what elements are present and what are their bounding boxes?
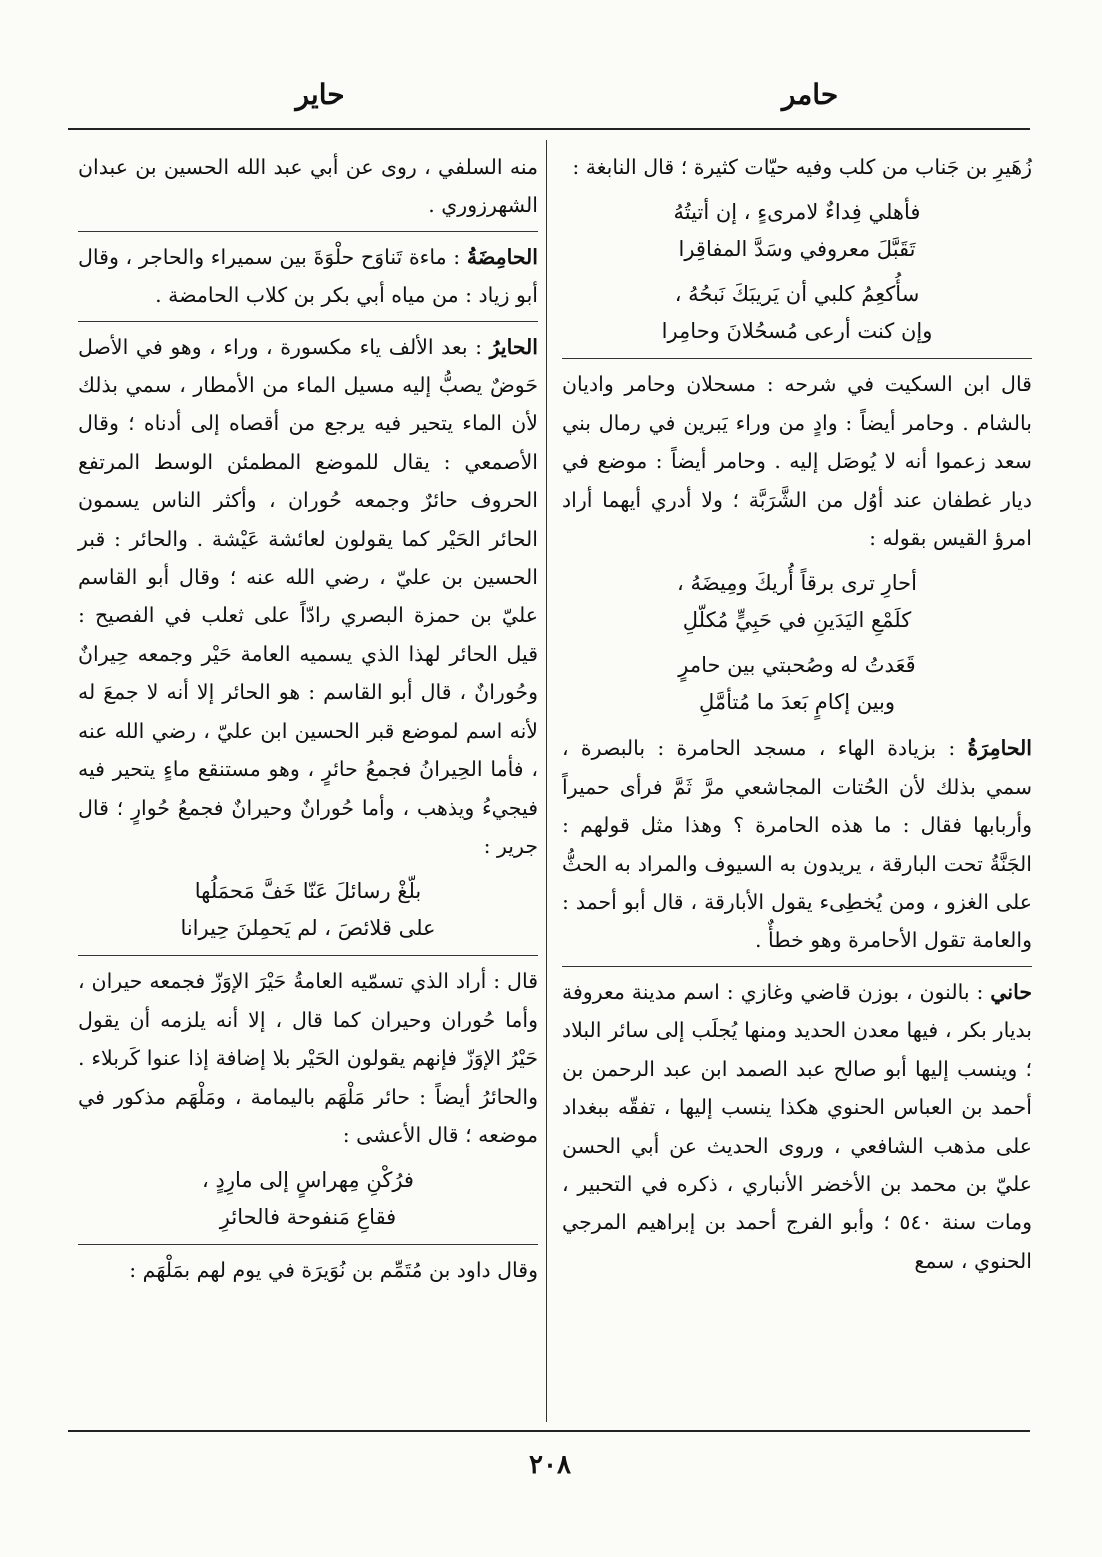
page-number: ٢٠٨ <box>529 1450 571 1480</box>
verse <box>78 873 538 947</box>
entry-body: : بالنون ، بوزن قاضي وغازي : اسم مدينة معروفة بديار بكر ، فيها معدن الحديد ومنها يُجلَب إلى سائر البلاد ؛ وينسب إليها أبو صالح عبد الصمد ابن عبد الرحمن بن أحمد بن العباس الحنوي هكذا ينسب إليها ، تفقّه ببغداد على مذهب الشافعي ، وروى الحديث عن أبي الحسن عليّ بن محمد بن الأخضر الأنباري ، ذكره في التحبير ، ومات سنة ٥٤٠ ؛ وأبو الفرج أحمد بن إبراهيم المرجي الحنوي ، سمع <box>562 979 1032 1273</box>
verse-line: قَعَدتُ له وصُحبتي بين حامرٍ <box>678 653 916 678</box>
bottom-rule <box>68 1430 1030 1432</box>
verse-line: على قلائصَ ، لم يَحمِلنَ حِيرانا <box>180 916 436 941</box>
paragraph: منه السلفي ، روى عن أبي عبد الله الحسين بن عبدان الشهرزوري . <box>78 155 538 218</box>
entry-body: : ماءة تَناوَح حلْوَةَ بين سميراء والحاجر ، وقال أبو زياد : من مياه أبي بكر بن كلاب الحامضة . <box>78 244 538 308</box>
entry-separator <box>562 358 1032 359</box>
headword: حاني <box>990 979 1032 1004</box>
entry-separator <box>78 321 538 322</box>
entry <box>78 328 538 866</box>
paragraph: قال : أراد الذي تسمّيه العامةُ حَيْرَ الإوَزّ فجمعه حيران ، وأما حُوران وحيران كما قال ، إلا أنه يلزمه أن يقول حَيْرُ الإوَزّ فإنهم يقولون الحَيْر بلا إضافة إذا عنوا كَربلاء . والحائرُ أيضاً : حائر مَلْهَم باليمامة ، ومَلْهَم مذكور في موضعه ؛ قال الأعشى : <box>78 969 538 1147</box>
verse-line: أحارِ ترى برقاً أُريكَ ومِيضَهُ ، <box>677 571 917 596</box>
entry-separator <box>78 955 538 956</box>
verse-line: فقاعِ مَنفوحة فالحائرِ <box>219 1205 397 1230</box>
entry <box>562 729 1032 959</box>
paragraph: وقال داود بن مُتَمِّم بن نُوَيرَة في يوم لهم بمَلْهَم : <box>129 1258 538 1283</box>
verse-line: كلَمْعِ اليَدَينِ في حَبِيٍّ مُكلّلِ <box>682 608 912 633</box>
verse-line: بلّغْ رسائلَ عَنّا خَفَّ مَحمَلُها <box>194 879 422 904</box>
header-right-title: حامر <box>781 78 839 111</box>
paragraph: زُهَيرِ بن جَناب من كلب وفيه حيّات كثيرة ؛ قال النابغة : <box>572 155 1032 179</box>
column-divider <box>546 140 547 1422</box>
verse <box>562 194 1032 268</box>
entry-body: : بعد الألف ياء مكسورة ، وراء ، وهو في الأصل حَوضٌ يصبُّ إليه مسيل الماء من الأمطار ، سمي بذلك لأن الماء يتحير فيه يرجع من أقصاه إلى أدناه ؛ وقال الأصمعي : يقال للموضع المطمئن الوسط المرتفع الحروف حائرٌ وجمعه حُوران ، وأكثر الناس يسمون الحائر الحَيْر كما يقولون لعائشة عَيْشة . والحائر : قبر الحسين بن عليّ ، رضي الله عنه ؛ وقال أبو القاسم عليّ بن حمزة البصري رادّاً على ثعلب في الفصيح : قيل الحائر لهذا الذي يسميه العامة حَيْر وجمعه حِيرانٌ وحُورانٌ ، قال أبو القاسم : هو الحائر إلا أنه لا جمعَ له لأنه اسم لموضع قبر الحسين ابن عليّ ، رضي الله عنه ، فأما الحِيرانُ فجمعُ حائرٍ ، وهو مستنقع ماءٍ يتحير فيه فيجيءُ ويذهب ، وأما حُورانٌ وحيرانٌ فجمعُ حُوارٍ ؛ قال جرير : <box>78 334 538 858</box>
verse-line: تَقَبَّلَ معروفي وسَدَّ المفاقِرا <box>678 237 916 262</box>
entry-separator <box>78 1244 538 1245</box>
entry <box>78 238 538 315</box>
headword: الحايرُ <box>489 334 538 359</box>
entry-body: : بزيادة الهاء ، مسجد الحامرة : بالبصرة ، سمي بذلك لأن الحُتات المجاشعي مرَّ ثَمَّ فرأى حميراً وأربابها فقال : ما هذه الحامرة ؟ وهذا مثل قولهم : الجَنَّةُ تحت البارقة ، يريدون به السيوف والمراد به الحثُّ على الغزو ، ومن يُخطِىء يقول الأبارقة ، قال أبو أحمد : والعامة تقول الأحامرة وهو خطأٌ . <box>562 736 1032 953</box>
headword: الحامِضَةُ <box>466 244 538 269</box>
verse-line: سأُكعِمُ كلبي أن يَريبَكَ نَبحُهُ ، <box>674 282 920 307</box>
header-left-title: حاير <box>295 78 345 111</box>
verse-line: وبين إكامٍ بَعدَ ما مُتأمَّلِ <box>698 690 896 715</box>
paragraph: قال ابن السكيت في شرحه : مسحلان وحامر واديان بالشام . وحامر أيضاً : وادٍ من وراء يَبرين في رمال بني سعد زعموا أنه لا يُوصَل إليه . وحامر أيضاً : موضع في ديار غطفان عند أوُل من الشَّرَبَّة ؛ ولا أدري أيهما أراد امرؤ القيس بقوله : <box>562 372 1032 551</box>
verse <box>562 647 1032 721</box>
entry-separator <box>562 966 1032 967</box>
verse <box>562 565 1032 639</box>
verse <box>78 1162 538 1236</box>
left-column <box>78 148 538 1290</box>
entry-separator <box>78 231 538 232</box>
verse-line: فرُكْنِ مِهراسٍ إلى مارِدٍ ، <box>202 1168 414 1193</box>
headword: الحامِرَةُ <box>967 736 1032 761</box>
verse-line: وإن كنت أرعى مُسحُلانَ وحامِرا <box>661 319 933 344</box>
top-rule <box>68 128 1030 130</box>
right-column <box>562 148 1032 1280</box>
verse-line: فأهلي فِداءٌ لامرىءٍ ، إن أتيتُهُ <box>673 200 921 225</box>
verse <box>562 276 1032 350</box>
entry <box>562 973 1032 1280</box>
